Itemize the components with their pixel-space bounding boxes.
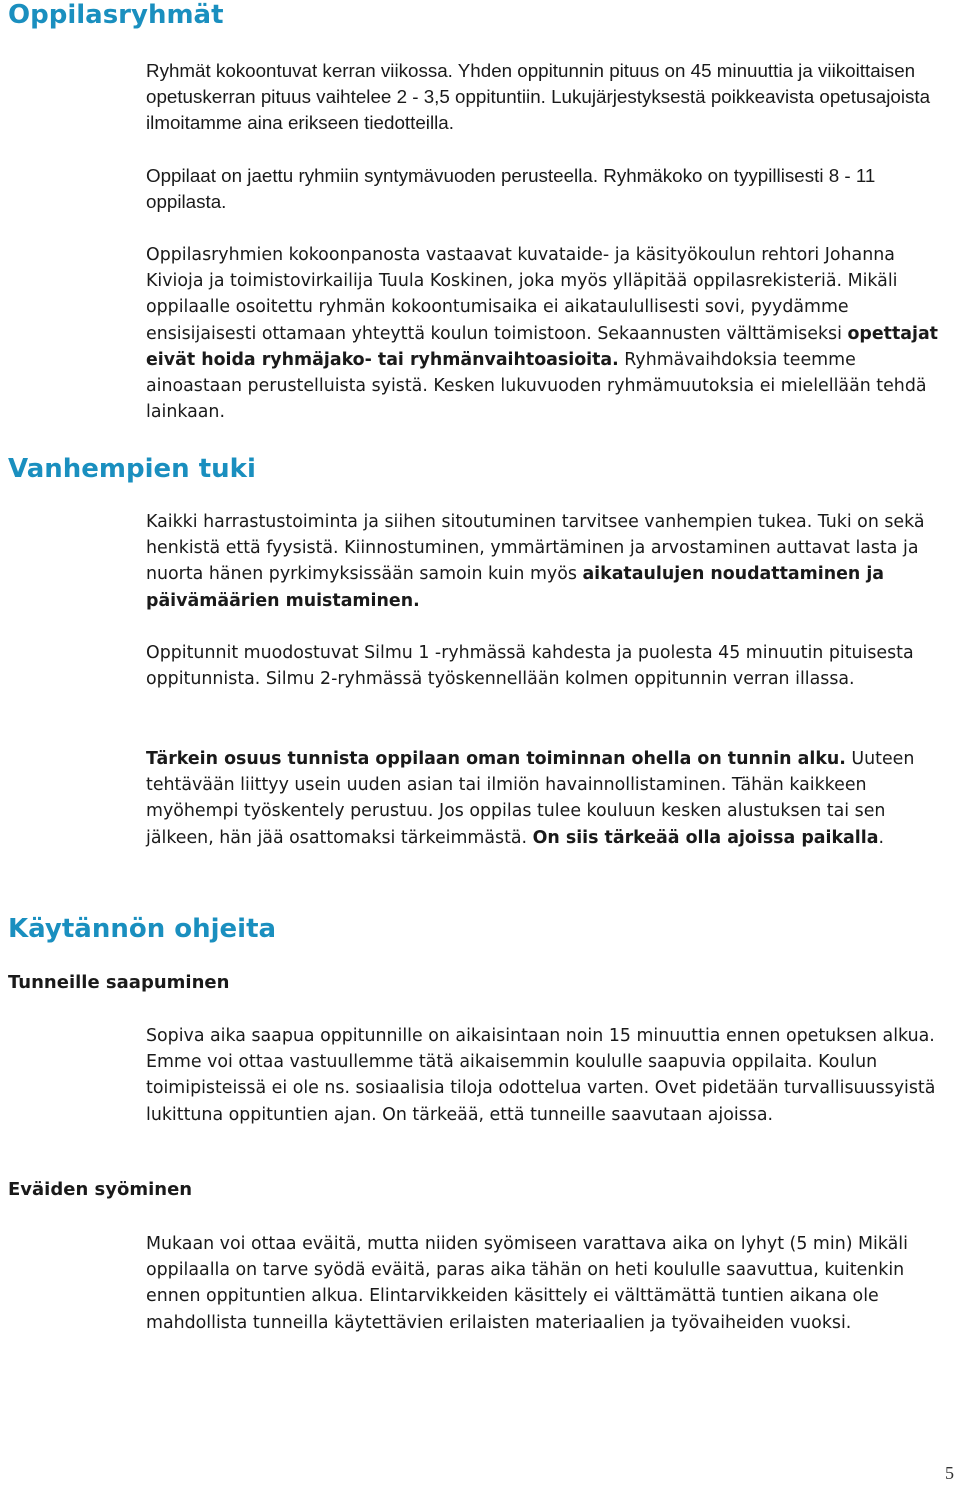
paragraph-kokoonpano [146,242,952,425]
text-segment: Kaikki harrastustoiminta ja siihen sitoutuminen tarvitsee vanhempien tukea. Tuki on sekä henkistä että fyysistä. Kiinnostuminen, ymmärtäminen ja arvostaminen auttavat lasta ja nuorta hänen pyrkimyksissään samoin kuin myös [146,512,925,585]
bold-text: On siis tärkeää olla ajoissa paikalla [532,827,879,848]
text-segment: Ryhmävaihdoksia teemme ainoastaan perustelluista syistä. Kesken lukuvuoden ryhmämuutoksia ei mielellään tehdä lainkaan. [146,349,927,423]
bold-text: aikataulujen noudattaminen ja päivämäärien muistaminen. [146,564,885,611]
paragraph-oppitunnit-muodostuvat: Oppitunnit muodostuvat Silmu 1 -ryhmässä kahdesta ja puolesta 45 minuutin pituisesta oppitunnista. Silmu 2-ryhmässä työskennellään kolmen oppitunnin verran illassa. [146,643,914,690]
bold-text: opettajat eivät hoida ryhmäjako- tai ryhmänvaihtoasioita. [146,323,938,370]
paragraph-saapuminen: Sopiva aika saapua oppitunnille on aikaisintaan noin 15 minuuttia ennen opetuksen alkua. Emme voi ottaa vastuullemme tätä aikaisemmin koululle saapuvia oppilaita. Koulun toimipisteissä ei ole ns. sosiaalisia tiloja odottelua varten. Ovet pidetään turvallisuussyistä lukittuna oppituntien ajan. On tärkeää, että tunneille saavutaan ajoissa. [146,1026,936,1125]
paragraph-oppilaat-jaettu: Oppilaat on jaettu ryhmiin syntymävuoden perusteella. Ryhmäkoko on tyypillisesti 8 - 11 oppilasta. [146,165,876,213]
paragraph-tunnin-alku [146,746,952,851]
text-segment: . [878,827,884,848]
heading-kaytannon-ohjeita: Käytännön ohjeita [8,914,277,944]
text-segment: Uuteen tehtävään liittyy usein uuden asian tai ilmiön havainnollistaminen. Tähän kaikkeen myöhempi työskentely perustuu. Jos oppilas tulee kouluun kesken alustuksen tai sen jälkeen, hän jää osattomaksi tärkeimmästä. [146,749,915,848]
heading-oppilasryhmat: Oppilasryhmät [8,0,224,30]
bold-text: Tärkein osuus tunnista oppilaan oman toiminnan ohella on tunnin alku. [146,749,846,769]
paragraph-ryhmat-kokoontuvat: Ryhmät kokoontuvat kerran viikossa. Yhden oppitunnin pituus on 45 minuuttia ja viikoittaisen opetuskerran pituus vaihtelee 2 - 3,5 oppituntiin. Lukujärjestyksestä poikkeavista opetusajoista ilmoitamme aina erikseen tiedotteilla. [146,60,931,134]
paragraph-evaat: Mukaan voi ottaa eväitä, mutta niiden syömiseen varattava aika on lyhyt (5 min) Mikäli oppilaalla on tarve syödä eväitä, paras aika tähän on heti koululle saavuttua, kuitenkin ennen oppituntien alkua. Elintarvikkeiden käsittely ei välttämättä tuntien aikana ole mahdollista tunneilla käytettävien erilaisten materiaalien ja työvaiheiden vuoksi. [146,1234,908,1333]
text-segment: Oppilasryhmien kokoonpanosta vastaavat kuvataide- ja käsityökoulun rehtori Johanna Kivioja ja toimistovirkailija Tuula Koskinen, joka myös ylläpitää oppilasrekisteriä. Mikäli oppilaalle osoitettu ryhmän kokoontumisaika ei aikataulullisesti sovi, pyydämme ensisijaisesti ottamaan yhteyttä koulun toimistoon. Sekaannusten välttämiseksi [146,245,898,344]
page-number: 5 [945,1463,954,1483]
subheading-tunneille-saapuminen: Tunneille saapuminen [8,972,230,993]
paragraph-harrastustoiminta [146,509,952,614]
subheading-evaiden-syominen: Eväiden syöminen [8,1179,193,1200]
heading-vanhempien-tuki: Vanhempien tuki [8,454,256,484]
